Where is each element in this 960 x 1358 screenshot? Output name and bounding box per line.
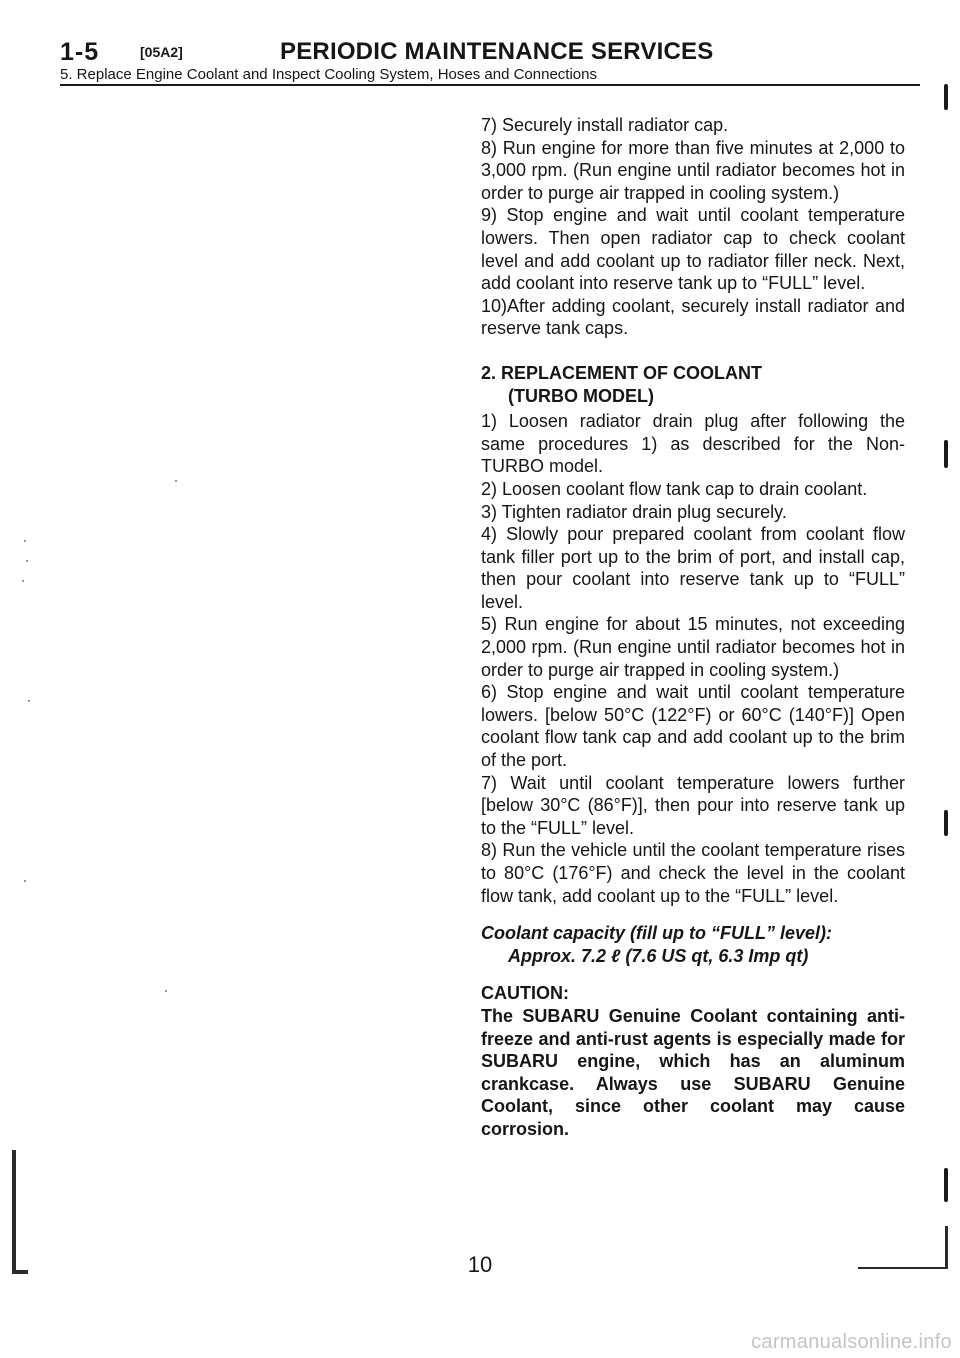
- scan-dot: [165, 990, 167, 992]
- section-heading-line2: (TURBO MODEL): [508, 385, 654, 406]
- step-paragraph: 5) Run engine for about 15 minutes, not exceeding 2,000 rpm. (Run engine until radiator becomes hot in order to purge air trapped in cooling system.): [481, 614, 905, 680]
- binding-edge-mark: [12, 1150, 16, 1274]
- step-paragraph: 2) Loosen coolant flow tank cap to drain coolant.: [481, 478, 868, 499]
- step-paragraph: 8) Run the vehicle until the coolant temperature rises to 80°C (176°F) and check the level in the coolant flow tank, add coolant up to the “FULL” level.: [481, 840, 905, 906]
- step-paragraph: 9) Stop engine and wait until coolant temperature lowers. Then open radiator cap to check coolant level and add coolant up to radiator filler neck. Next, add coolant into reserve tank up to “FULL” level.: [481, 205, 905, 294]
- step-paragraph: 7) Securely install radiator cap.: [481, 115, 729, 135]
- section-subtitle: 5. Replace Engine Coolant and Inspect Cooling System, Hoses and Connections: [60, 66, 597, 83]
- caution-text: The SUBARU Genuine Coolant containing anti-freeze and anti-rust agents is especially made for SUBARU engine, which has an aluminum crankcase. Always use SUBARU Genuine Coolant, since other coolant may cause corrosion.: [481, 1005, 905, 1139]
- scan-dot: [24, 880, 26, 882]
- binding-edge-base: [12, 1270, 28, 1274]
- scan-dot: [175, 480, 177, 482]
- right-bracket-mark-1: [944, 84, 948, 110]
- right-bracket-mark-4: [944, 1168, 948, 1202]
- scan-dot: [22, 580, 24, 582]
- right-bracket-mark-2: [944, 440, 948, 468]
- watermark: carmanualsonline.info: [751, 1331, 952, 1353]
- step-paragraph: 6) Stop engine and wait until coolant temperature lowers. [below 50°C (122°F) or 60°C (140°F)] Open coolant flow tank cap and add coolant up to the brim of the port.: [481, 682, 905, 771]
- step-paragraph: 3) Tighten radiator drain plug securely.: [481, 501, 787, 522]
- step-paragraph: 8) Run engine for more than five minutes at 2,000 to 3,000 rpm. (Run engine until radiator becomes hot in order to purge air trapped in cooling system.): [481, 137, 905, 203]
- step-paragraph: 7) Wait until coolant temperature lowers further [below 30°C (86°F)], then pour into reserve tank up to the “FULL” level.: [481, 772, 905, 838]
- page-number: 10: [467, 1252, 493, 1277]
- page-header: [60, 38, 920, 83]
- right-bracket-mark-3: [944, 810, 948, 836]
- main-text-column: [481, 114, 905, 1141]
- section-number: 1-5: [60, 38, 100, 66]
- corner-mark-bottom-right-v: [945, 1226, 948, 1269]
- coolant-capacity-value: Approx. 7.2 ℓ (7.6 US qt, 6.3 Imp qt): [508, 945, 809, 966]
- coolant-capacity-label: Coolant capacity (fill up to “FULL” level):: [481, 923, 833, 944]
- scan-dot: [26, 560, 28, 562]
- section-heading: 2. REPLACEMENT OF COOLANT: [481, 362, 763, 383]
- header-rule: [60, 84, 920, 86]
- step-paragraph: 4) Slowly pour prepared coolant from coolant flow tank filler port up to the brim of port, and install cap, then pour coolant into reserve tank up to “FULL” level.: [481, 524, 905, 612]
- scan-dot: [24, 540, 26, 542]
- scan-dot: [28, 700, 30, 702]
- corner-mark-bottom-right-h: [858, 1267, 948, 1269]
- section-code: [05A2]: [140, 44, 183, 60]
- header-title-row: [60, 38, 920, 66]
- section-title: PERIODIC MAINTENANCE SERVICES: [280, 38, 714, 65]
- caution-label: CAUTION:: [481, 983, 569, 1004]
- step-paragraph: 10)After adding coolant, securely install radiator and reserve tank caps.: [481, 295, 905, 339]
- step-paragraph: 1) Loosen radiator drain plug after following the same procedures 1) as described for the Non-TURBO model.: [481, 411, 905, 477]
